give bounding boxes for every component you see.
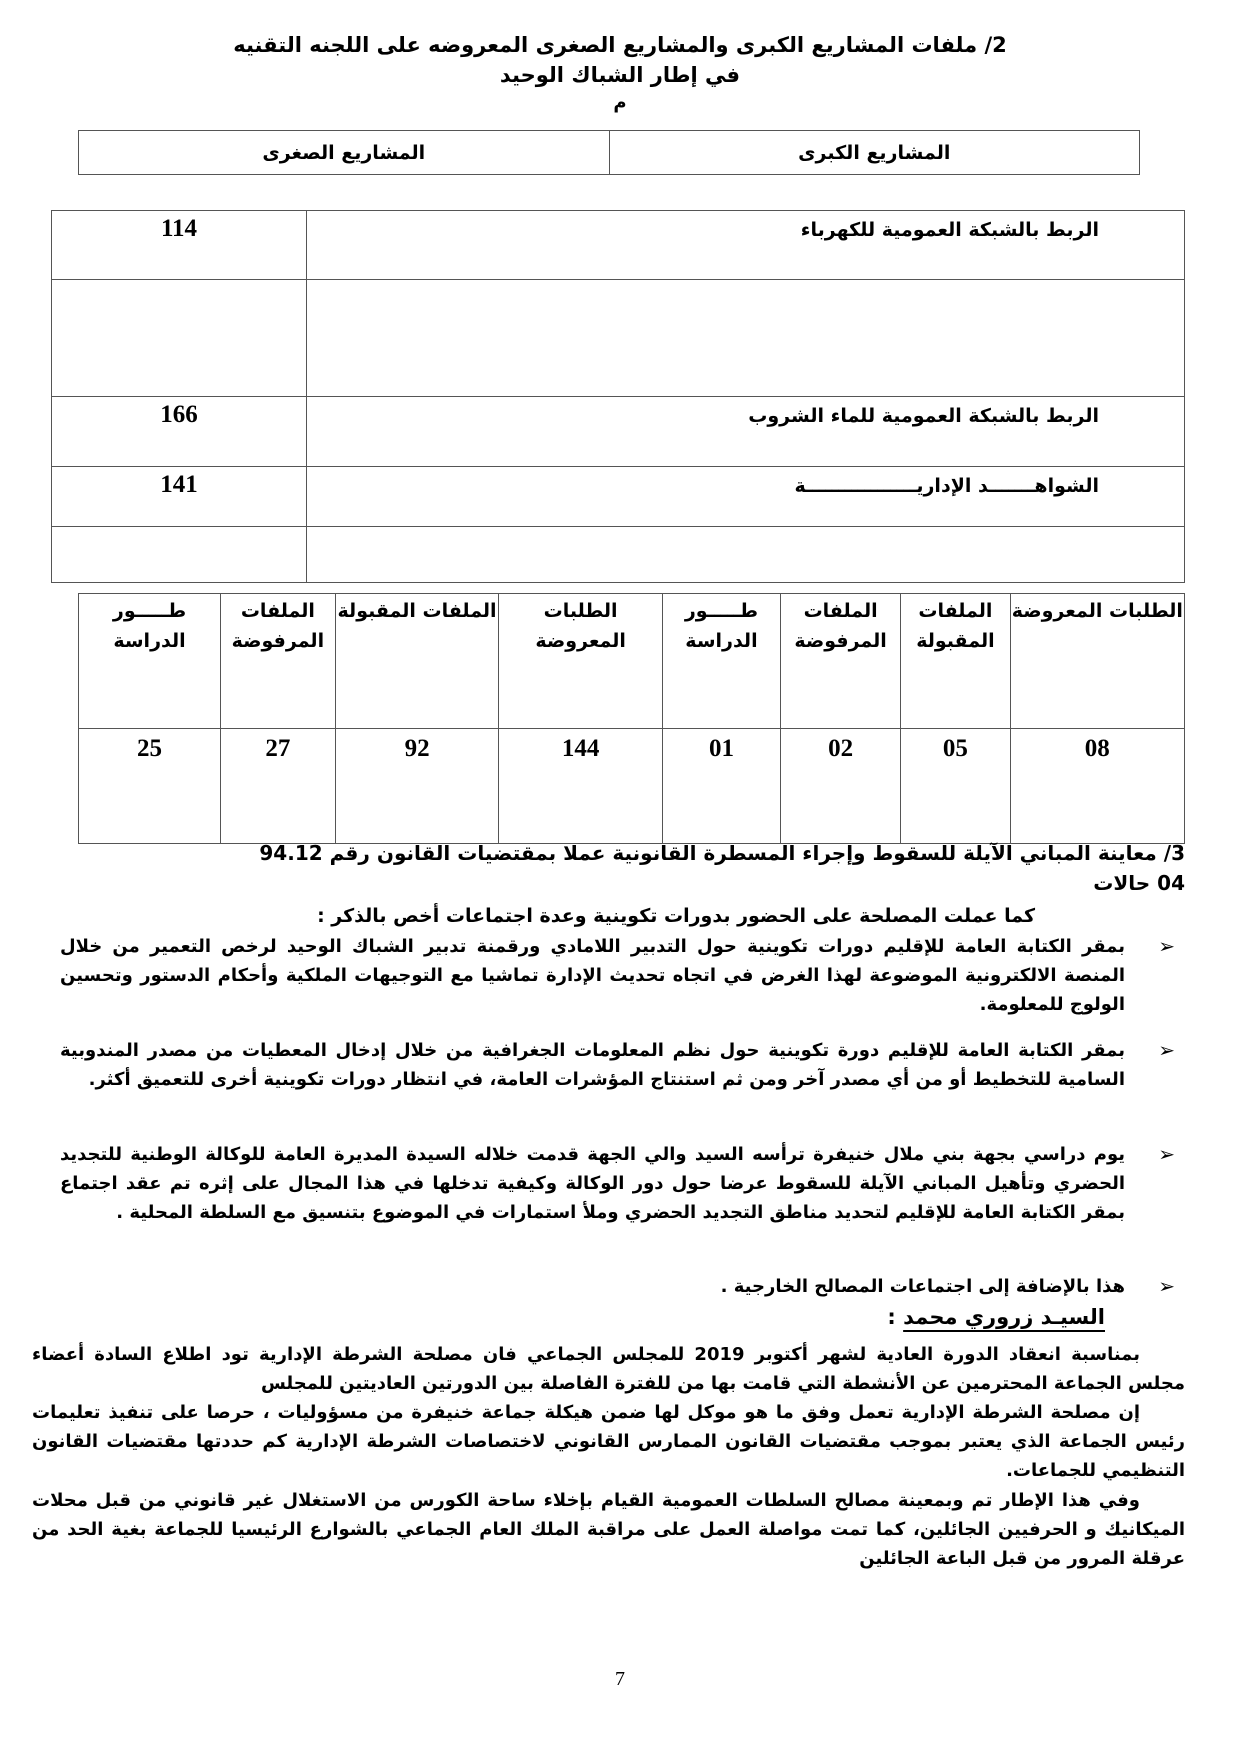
stats-header: طـــــور الدراسة <box>79 594 221 729</box>
stats-value-row <box>79 729 1185 844</box>
stats-table <box>78 593 1185 844</box>
stats-header: الملفات المرفوضة <box>780 594 900 729</box>
page-number: 7 <box>615 1668 625 1690</box>
minor-projects-header: المشاريع الصغرى <box>79 131 610 175</box>
table-row <box>52 397 1185 467</box>
stats-value: 27 <box>220 729 335 844</box>
stats-value: 25 <box>79 729 221 844</box>
bullet-text: بمقر الكتابة العامة للإقليم دورات تكوينية حول التدبير اللامادي ورقمنة تدبير الشباك الوحيد لرخص التعمير من خلال المنصة الالكترونية الموضوعة لهذا الغرض في اتجاه تحديث الإدارة تماشيا مع التوجيهات الملكية وأحكام الدستور وتحسين الولوج للمعلومة. <box>60 936 1125 1015</box>
stats-header-row <box>79 594 1185 729</box>
bullet-text: هذا بالإضافة إلى اجتماعات المصالح الخارجية . <box>720 1276 1125 1297</box>
service-value: 114 <box>52 211 307 280</box>
stats-value: 02 <box>780 729 900 844</box>
speaker-name: السيـد زروري محمد <box>903 1305 1105 1329</box>
bullet-text: يوم دراسي بجهة بني ملال خنيفرة ترأسه السيد والي الجهة قدمت خلاله السيدة المديرة العامة للوكالة الوطنية للتجديد الحضري وتأهيل المباني الآيلة للسقوط عرضا حول دور الوكالة وكيفية تدخلها في هذا المجال على إثره تم عقد اجتماع بمقر الكتابة العامة للإقليم لتحديد مناطق التجديد الحضري وملأ استمارات في الموضوع بتنسيق مع السلطة المحلية . <box>60 1144 1125 1223</box>
service-value: 141 <box>52 467 307 527</box>
section-2-title-mark: م <box>613 92 627 113</box>
section-3-intro: كما عملت المصلحة على الحضور بدورات تكوينية وعدة اجتماعات أخص بالذكر : <box>317 905 1035 927</box>
table-row <box>52 527 1185 583</box>
stats-header: الملفات المرفوضة <box>220 594 335 729</box>
service-value: 166 <box>52 397 307 467</box>
section-2-title-line1: 2/ ملفات المشاريع الكبرى والمشاريع الصغرى المعروضه على اللجنه التقنيه <box>233 33 1007 57</box>
bullet-text: بمقر الكتابة العامة للإقليم دورة تكوينية حول نظم المعلومات الجغرافية من خلال إدخال المعطيات من مصدر المندوبية السامية للتخطيط أو من أي مصدر آخر ومن ثم استنتاج المؤشرات العامة، في انتظار دورات تكوينية أخرى للتعميق أكثر. <box>60 1040 1125 1090</box>
service-label <box>307 280 1185 397</box>
table-row <box>52 280 1185 397</box>
projects-header-table <box>78 130 1140 175</box>
section-3-title: 3/ معاينة المباني الآيلة للسقوط وإجراء المسطرة القانونية عملا بمقتضيات القانون رقم 94.12 <box>259 841 1185 865</box>
table-row <box>52 467 1185 527</box>
service-label <box>307 527 1185 583</box>
stats-value: 01 <box>662 729 780 844</box>
speaker-colon: : <box>887 1305 896 1329</box>
stats-header: الطلبات المعروضة <box>1010 594 1184 729</box>
speaker-paragraph: وفي هذا الإطار تم وبمعينة مصالح السلطات العمومية القيام بإخلاء ساحة الكورس من الاستغلال غير قانوني من قبل محلات الميكانيك و الحرفيين الجائلين، كما تمت مواصلة العمل على مراقبة الملك العام الجماعي بالشوارع الرئيسيا للجماعة بغية الحد من عرقلة المرور من قبل الباعة الجائلين <box>32 1490 1185 1569</box>
speaker-heading <box>887 1302 1105 1332</box>
list-item <box>60 1140 1175 1227</box>
list-item <box>60 1272 1175 1301</box>
services-table <box>51 210 1185 583</box>
table-row <box>52 211 1185 280</box>
stats-value: 92 <box>335 729 499 844</box>
stats-header: الملفات المقبولة <box>335 594 499 729</box>
stats-header: طـــــور الدراسة <box>662 594 780 729</box>
section-3-cases: 04 حالات <box>1093 871 1185 895</box>
service-value <box>52 527 307 583</box>
stats-header: الملفات المقبولة <box>901 594 1010 729</box>
list-item <box>60 1036 1175 1094</box>
stats-value: 144 <box>499 729 663 844</box>
section-2-title-line2: في إطار الشباك الوحيد <box>499 63 741 87</box>
service-label: الربط بالشبكة العمومية للماء الشروب <box>307 397 1185 467</box>
arrowhead-bullet-icon: ➢ <box>1158 1038 1175 1062</box>
arrowhead-bullet-icon: ➢ <box>1158 1142 1175 1166</box>
arrowhead-bullet-icon: ➢ <box>1158 934 1175 958</box>
stats-value: 05 <box>901 729 1010 844</box>
service-label: الشواهـــــــد الإداريـــــــــــــــــة <box>307 467 1185 527</box>
arrowhead-bullet-icon: ➢ <box>1158 1274 1175 1298</box>
service-value <box>52 280 307 397</box>
speaker-paragraph: إن مصلحة الشرطة الإدارية تعمل وفق ما هو موكل لها ضمن هيكلة جماعة خنيفرة من مسؤوليات ، حرصا على تنفيذ تعليمات رئيس الجماعة الذي يعتبر بموجب مقتضيات القانون الممارس القانوني لاختصاصات الشرطة الإدارية كم حددتها مقتضيات القانون التنظيمي للجماعات. <box>32 1402 1185 1481</box>
service-label: الربط بالشبكة العمومية للكهرباء <box>307 211 1185 280</box>
stats-header: الطلبات المعروضة <box>499 594 663 729</box>
speaker-paragraph: بمناسبة انعقاد الدورة العادية لشهر أكتوبر 2019 للمجلس الجماعي فان مصلحة الشرطة الإدارية تود اطلاع السادة أعضاء مجلس الجماعة المحترمين عن الأنشطة التي قامت بها من للفترة الفاصلة بين الدورتين العاديتين للمجلس <box>32 1344 1185 1394</box>
list-item <box>60 932 1175 1019</box>
major-projects-header: المشاريع الكبرى <box>609 131 1140 175</box>
stats-value: 08 <box>1010 729 1184 844</box>
